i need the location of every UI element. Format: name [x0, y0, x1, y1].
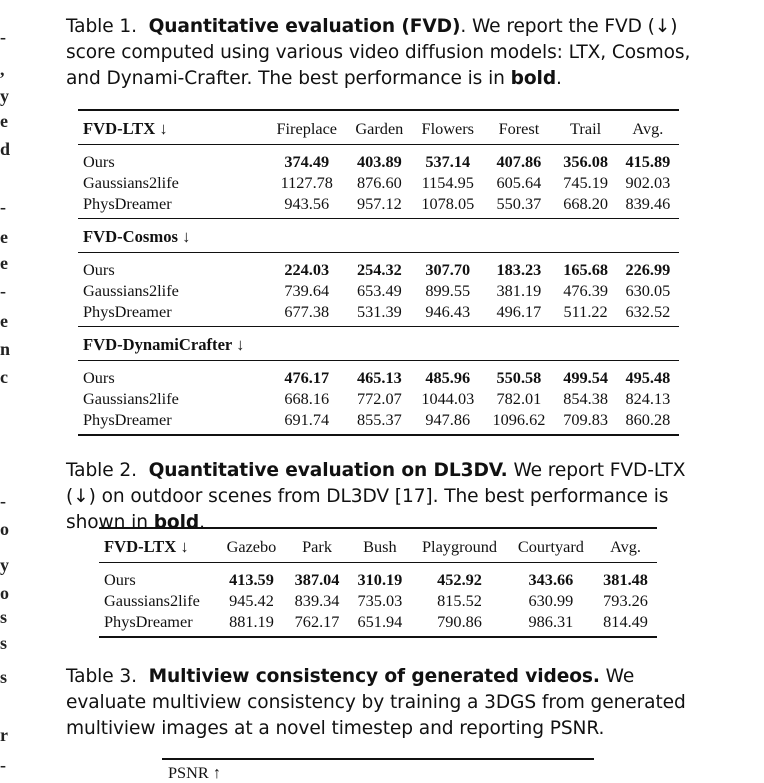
table1-method-cell: Ours	[78, 361, 267, 389]
table-row	[78, 145, 679, 173]
table2-column-header: Gazebo	[217, 528, 285, 563]
table2-header	[99, 528, 657, 563]
margin-glyph: e	[0, 253, 8, 273]
table-row	[78, 301, 679, 327]
table1-value-cell: 860.28	[617, 409, 679, 435]
table1-method-cell: Gaussians2life	[83, 173, 179, 192]
table1-value-cell: 855.37	[347, 409, 413, 435]
table1-caption	[66, 14, 706, 92]
table1-value-cell: 772.07	[356, 389, 402, 408]
table1-value-cell: 356.08	[554, 145, 616, 173]
table1-value-cell: 943.56	[284, 194, 330, 213]
table1-value-cell: 632.52	[625, 302, 671, 321]
table2-value-cell: 381.48	[594, 563, 657, 591]
table1-column-header	[412, 327, 483, 361]
table1-value-cell: 1078.05	[421, 194, 475, 213]
table-row	[99, 590, 657, 611]
table1-caption-label: Table 1.	[66, 16, 137, 37]
table2-value-cell: 945.42	[229, 591, 274, 610]
table1-value-cell: 839.46	[625, 194, 671, 213]
table2-caption-title: Quantitative evaluation on DL3DV.	[148, 460, 508, 481]
margin-glyph: y	[0, 555, 9, 575]
table2-value-cell: 651.94	[348, 611, 411, 637]
table2-caption-end: .	[199, 512, 205, 533]
table2-caption-bold: bold	[153, 512, 200, 533]
table2-value-cell: 815.52	[437, 591, 482, 610]
table1-group-header	[78, 327, 679, 361]
table1-method-cell: Ours	[78, 253, 267, 281]
table1-value-cell: 739.64	[284, 281, 330, 300]
table1-value-cell: 691.74	[267, 409, 347, 435]
table1-value-cell: 957.12	[356, 194, 402, 213]
table1-value-cell: 947.86	[412, 409, 483, 435]
table1-value-cell: 403.89	[347, 145, 413, 173]
table1-value-cell: 550.58	[483, 361, 554, 389]
table1-method-cell: Gaussians2life	[83, 281, 179, 300]
table1-column-header	[483, 327, 554, 361]
table1-column-header: Flowers	[412, 110, 483, 145]
margin-glyph: -	[0, 27, 6, 47]
table2-title: FVD-LTX ↓	[99, 528, 217, 563]
table2-column-header: Avg.	[594, 528, 657, 563]
margin-glyph: -	[0, 281, 6, 301]
table3-caption-title: Multiview consistency of generated videos.	[148, 666, 600, 687]
margin-glyph: n	[0, 339, 11, 359]
table2-caption	[66, 458, 706, 536]
table1-column-header: Garden	[347, 110, 413, 145]
margin-glyph: e	[0, 311, 8, 331]
table1-value-cell: 745.19	[563, 173, 608, 192]
table1-column-header	[267, 219, 347, 253]
table2-column-header: Park	[286, 528, 349, 563]
table1-value-cell: 531.39	[356, 302, 402, 321]
table1-value-cell: 630.05	[625, 281, 671, 300]
table1-value-cell: 374.49	[267, 145, 347, 173]
table1-value-cell: 946.43	[425, 302, 471, 321]
margin-glyph: r	[0, 725, 8, 745]
table2-value-cell: 310.19	[348, 563, 411, 591]
table2-method-cell: Gaussians2life	[104, 591, 200, 610]
table1-column-header	[554, 219, 616, 253]
margin-glyph: e	[0, 227, 8, 247]
table2-method-cell: Ours	[99, 563, 217, 591]
table1-value-cell: 537.14	[412, 145, 483, 173]
table2-value-cell: 881.19	[217, 611, 285, 637]
table1-value-cell: 183.23	[483, 253, 554, 281]
margin-glyph: ,	[0, 59, 5, 79]
table1-group-title: FVD-DynamiCrafter ↓	[78, 327, 267, 361]
table3-caption-label: Table 3.	[66, 666, 137, 687]
table2-column-header: Courtyard	[508, 528, 594, 563]
table1-caption-end: .	[556, 68, 562, 89]
table1-column-header	[267, 327, 347, 361]
table-row	[78, 172, 679, 193]
table1-value-cell: 824.13	[625, 389, 671, 408]
table2-value-cell: 452.92	[411, 563, 507, 591]
table-row	[78, 409, 679, 435]
table3-top-rule	[162, 758, 594, 760]
margin-glyph: -	[0, 197, 6, 217]
table2-method-cell: PhysDreamer	[99, 611, 217, 637]
table2-value-cell: 630.99	[528, 591, 574, 610]
table2-value-cell: 735.03	[357, 591, 403, 610]
table1-column-header	[554, 327, 616, 361]
margin-glyph: y	[0, 86, 9, 106]
table1-value-cell: 550.37	[496, 194, 542, 213]
table1-value-cell: 495.48	[617, 361, 679, 389]
table1-method-cell: PhysDreamer	[78, 409, 267, 435]
table1-column-header: Avg.	[617, 110, 679, 145]
table2-caption-label: Table 2.	[66, 460, 137, 481]
table1-value-cell: 476.17	[267, 361, 347, 389]
table1-group-header	[78, 219, 679, 253]
table1-value-cell: 496.17	[496, 302, 542, 321]
table2-column-header: Playground	[411, 528, 507, 563]
table1-group-title: FVD-LTX ↓	[78, 110, 267, 145]
table1-column-header	[617, 219, 679, 253]
table1-method-cell: Ours	[78, 145, 267, 173]
table1-value-cell: 476.39	[563, 281, 608, 300]
left-column-margin	[0, 0, 14, 775]
table2-value-cell: 793.26	[603, 591, 648, 610]
table1-value-cell: 605.64	[496, 173, 542, 192]
table2-value-cell: 762.17	[286, 611, 349, 637]
margin-glyph: d	[0, 139, 11, 159]
margin-glyph: -	[0, 755, 6, 775]
table3-header-partial: PSNR ↑	[168, 763, 221, 782]
table-row	[78, 193, 679, 219]
table2-value-cell: 986.31	[508, 611, 594, 637]
table2-column-header: Bush	[348, 528, 411, 563]
table1-group-title: FVD-Cosmos ↓	[78, 219, 267, 253]
table1-value-cell: 782.01	[496, 389, 542, 408]
margin-glyph: s	[0, 667, 8, 687]
table1-value-cell: 165.68	[554, 253, 616, 281]
table1-value-cell: 709.83	[554, 409, 616, 435]
table1-column-header: Trail	[554, 110, 616, 145]
table1-value-cell: 653.49	[356, 281, 402, 300]
table-row	[99, 611, 657, 637]
table1-column-header	[617, 327, 679, 361]
table1-value-cell: 677.38	[284, 302, 330, 321]
table1-method-cell: PhysDreamer	[83, 194, 172, 213]
table1-value-cell: 876.60	[356, 173, 402, 192]
table1-value-cell: 224.03	[267, 253, 347, 281]
table1-column-header	[347, 219, 413, 253]
table2-value-cell: 387.04	[286, 563, 349, 591]
margin-glyph: s	[0, 633, 8, 653]
table2-value-cell: 413.59	[217, 563, 285, 591]
table3-caption-text: We evaluate multiview consistency by training a 3DGS from generated multiview images at a novel timestep and reporting PSNR.	[66, 666, 686, 739]
table1-value-cell: 1096.62	[483, 409, 554, 435]
table1-caption-text: . We report the FVD (↓) score computed using various video diffusion models: LTX, Cosmos, and Dynami-Crafter. The best performance is in	[66, 16, 691, 89]
table1-method-cell: Gaussians2life	[83, 389, 179, 408]
table1-value-cell: 465.13	[347, 361, 413, 389]
margin-glyph: e	[0, 111, 8, 131]
table-row	[78, 280, 679, 301]
table1-fvd	[78, 109, 679, 436]
table1-column-header: Forest	[483, 110, 554, 145]
table1-value-cell: 854.38	[563, 389, 608, 408]
table1-method-cell: PhysDreamer	[83, 302, 172, 321]
table1-value-cell: 1044.03	[421, 389, 475, 408]
margin-glyph: c	[0, 367, 8, 387]
table1-value-cell: 407.86	[483, 145, 554, 173]
table1-value-cell: 511.22	[563, 302, 608, 321]
table3-caption	[66, 664, 706, 742]
table1-value-cell: 415.89	[617, 145, 679, 173]
table1-value-cell: 1154.95	[421, 173, 474, 192]
table-row	[99, 563, 657, 591]
table1-column-header: Fireplace	[267, 110, 347, 145]
table1-value-cell: 1127.78	[280, 173, 333, 192]
table1-value-cell: 499.54	[554, 361, 616, 389]
table1-value-cell: 254.32	[347, 253, 413, 281]
table1-value-cell: 668.20	[563, 194, 608, 213]
table2-caption-text: We report FVD-LTX (↓) on outdoor scenes from DL3DV [17]. The best performance is shown in	[66, 460, 686, 533]
table1-column-header	[347, 327, 413, 361]
margin-glyph: s	[0, 607, 8, 627]
table1-caption-title: Quantitative evaluation (FVD)	[148, 16, 461, 37]
margin-glyph: -	[0, 491, 6, 511]
table1-column-header	[412, 219, 483, 253]
table2-value-cell: 839.34	[294, 591, 340, 610]
table-row	[78, 361, 679, 389]
table1-value-cell: 485.96	[412, 361, 483, 389]
table2-value-cell: 814.49	[594, 611, 657, 637]
table2-value-cell: 790.86	[411, 611, 507, 637]
table1-value-cell: 668.16	[284, 389, 330, 408]
table2-value-cell: 343.66	[508, 563, 594, 591]
table-row	[78, 388, 679, 409]
table1-caption-bold: bold	[510, 68, 557, 89]
margin-glyph: o	[0, 583, 9, 603]
table1-value-cell: 307.70	[412, 253, 483, 281]
table1-value-cell: 226.99	[617, 253, 679, 281]
table2-dl3dv	[99, 527, 657, 638]
table1-value-cell: 899.55	[425, 281, 471, 300]
table-row	[78, 253, 679, 281]
margin-glyph: o	[0, 519, 9, 539]
table1-column-header	[483, 219, 554, 253]
table1-value-cell: 381.19	[496, 281, 542, 300]
table1-value-cell: 902.03	[625, 173, 671, 192]
table1-group-header	[78, 110, 679, 145]
